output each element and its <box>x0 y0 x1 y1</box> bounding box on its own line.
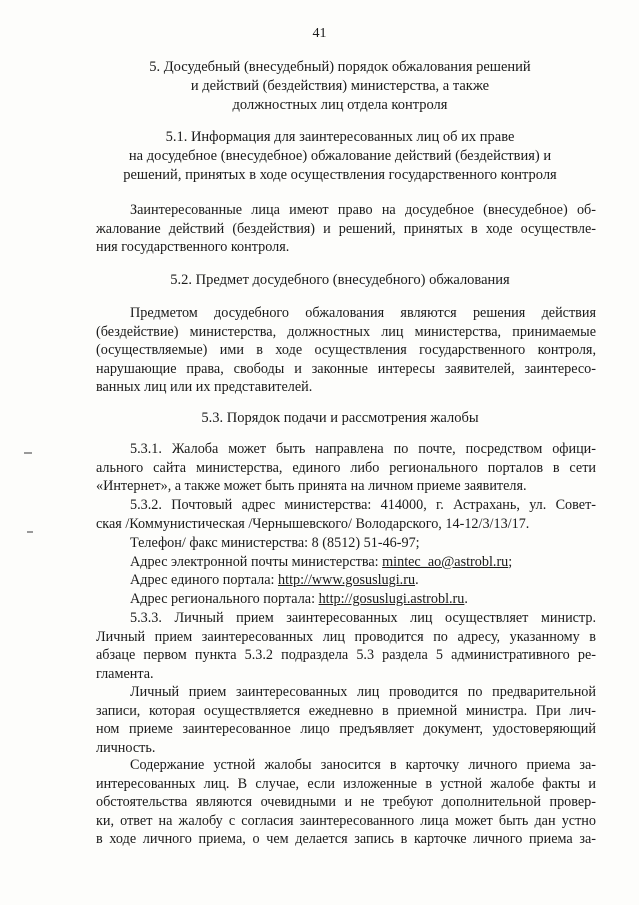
subsection-5-1-title-line: решений, принятых в ходе осуществления государственного контроля <box>123 167 557 183</box>
paragraph-line: Содержание устной жалобы заносится в карточку личного приема за- <box>130 757 596 773</box>
scan-mark <box>24 452 32 454</box>
paragraph-line: ванных лиц или их представителей. <box>96 379 313 396</box>
email-label: Адрес электронной почты министерства: <box>130 553 383 570</box>
paragraph-oral-complaint <box>96 756 596 849</box>
scan-mark <box>27 531 33 533</box>
paragraph-line: ном приеме заинтересованное лицо предъявляет документ, удостоверяющий <box>96 721 596 738</box>
contact-lines <box>96 534 596 608</box>
paragraph-line: 5.3.2. Почтовый адрес министерства: 414000, г. Астрахань, ул. Совет- <box>130 497 596 513</box>
section-5-title <box>60 58 620 115</box>
regional-portal-label: Адрес регионального портала: <box>130 590 319 607</box>
section-5-title-line: и действий (бездействия) министерства, а также <box>190 78 490 94</box>
portal-line <box>96 571 596 590</box>
paragraph-line: абзаце первом пункта 5.3.2 подраздела 5.3 раздела 5 административного ре- <box>96 647 596 664</box>
paragraph-line: 5.3.1. Жалоба может быть направлена по почте, посредством офици- <box>130 441 596 457</box>
email-line <box>96 553 596 572</box>
subsection-5-1-title-line: на досудебное (внесудебное) обжалование действий (бездействия) и <box>128 148 552 164</box>
paragraph-5-3-1 <box>96 440 596 496</box>
paragraph-line: ального сайта министерства, единого либо регионального порталов в сети <box>96 459 596 476</box>
paragraph-line: 5.3.3. Личный прием заинтересованных лиц осуществляет министр. <box>130 610 596 626</box>
regional-portal-end: . <box>464 590 468 607</box>
portal-link[interactable]: http://www.gosuslugi.ru <box>278 572 416 589</box>
portal-label: Адрес единого портала: <box>130 572 279 589</box>
paragraph-5-3-3 <box>96 609 596 683</box>
section-5-title-line: 5. Досудебный (внесудебный) порядок обжалования решений <box>149 59 531 75</box>
portal-end: . <box>415 572 419 589</box>
regional-portal-line <box>96 590 596 609</box>
paragraph-line: жалование действий (бездействия) и решений, принятых в ходе осуществле- <box>96 220 596 237</box>
paragraph-line: Личный прием заинтересованных лиц проводится по предварительной <box>130 684 596 700</box>
section-5-title-line: должностных лиц отдела контроля <box>232 97 448 113</box>
subsection-5-2-title: 5.2. Предмет досудебного (внесудебного) обжалования <box>170 272 510 288</box>
regional-portal-link[interactable]: http://gosuslugi.astrobl.ru <box>318 590 465 607</box>
paragraph-line: ки, ответ на жалобу с согласия заинтересованного лица может быть дан устно <box>96 812 596 829</box>
paragraph-line: записи, которая осуществляется ежедневно в приемной министра. При лич- <box>96 702 596 719</box>
paragraph-line: интересованных лиц. В случае, если изложенные в устной жалобе факты и <box>96 775 596 792</box>
paragraph-5-3-2 <box>96 496 596 533</box>
paragraph-line: (осуществляемые) ими в ходе осуществления государственного контроля, <box>96 342 596 359</box>
subsection-5-1-paragraph <box>96 201 596 257</box>
subsection-5-3-title: 5.3. Порядок подачи и рассмотрения жалобы <box>201 410 479 426</box>
phone-line: Телефон/ факс министерства: 8 (8512) 51-46-97; <box>130 535 420 551</box>
paragraph-line: гламента. <box>96 665 154 682</box>
subsection-5-1-title <box>60 128 620 185</box>
email-link[interactable]: mintec_ao@astrobl.ru <box>382 553 509 570</box>
paragraph-line: нарушающие права, свободы и законные интересы заявителей, заинтересо- <box>96 360 596 377</box>
subsection-5-1-title-line: 5.1. Информация для заинтересованных лиц об их праве <box>165 129 515 145</box>
paragraph-line: Предметом досудебного обжалования являются решения действия <box>130 305 596 321</box>
paragraph-line: Заинтересованные лица имеют право на досудебное (внесудебное) об- <box>130 202 596 218</box>
paragraph-line: ния государственного контроля. <box>96 239 290 256</box>
paragraph-line: (бездействие) министерства, должностных лиц министерства, принимаемые <box>96 323 596 340</box>
paragraph-preliminary-appointment <box>96 683 596 757</box>
paragraph-line: личность. <box>96 739 156 756</box>
paragraph-line: в ходе личного приема, о чем делается запись в карточке личного приема за- <box>96 831 596 848</box>
paragraph-line: Личный прием заинтересованных лиц проводится по адресу, указанному в <box>96 628 596 645</box>
paragraph-line: «Интернет», а также может быть принята на личном приеме заявителя. <box>96 478 527 495</box>
paragraph-line: обстоятельства являются очевидными и не требуют дополнительной провер- <box>96 794 596 811</box>
page-number: 41 <box>312 26 327 41</box>
subsection-5-2-paragraph <box>96 304 596 397</box>
paragraph-line: ская /Коммунистическая /Чернышевского/ Володарского, 14-12/3/13/17. <box>96 515 530 532</box>
email-end: ; <box>508 553 513 570</box>
